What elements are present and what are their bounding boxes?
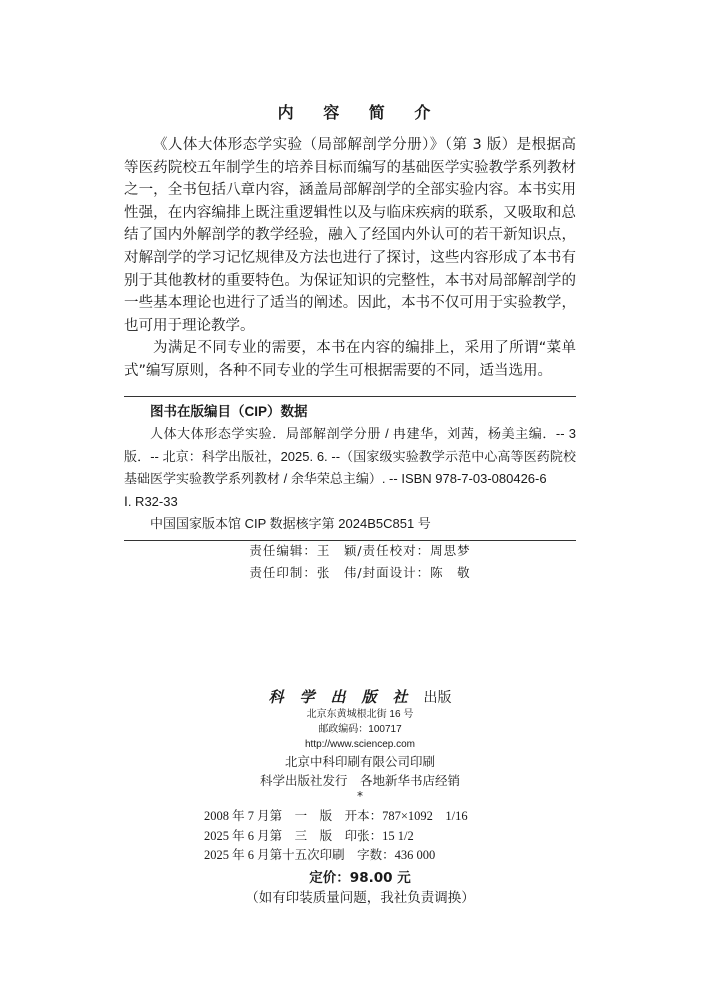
cip-record-body: 人体大体形态学实验．局部解剖学分册 / 冉建华，刘茜，杨美主编．-- 3 版．-- 北京：科学出版社，2025. 6. --（国家级实验教学示范中心高等医药院校基础医学实验教学系列教材 / 余华荣总主编）. -- ISBN 978-7-03-080426-6 — [124, 426, 576, 486]
publisher-block — [0, 686, 720, 752]
quality-note: （如有印装质量问题，我社负责调换） — [245, 890, 475, 906]
edition-info — [204, 807, 468, 866]
publisher-postcode: 邮政编码：100717 — [318, 724, 402, 735]
separator-star: * — [357, 789, 363, 803]
publisher-address: 北京东黄城根北街 16 号 — [306, 709, 414, 720]
publisher-name: 科学出版社 — [268, 688, 424, 706]
edition-row: 2008 年 7 月第 一 版 开本：787×1092 1/16 — [204, 809, 468, 823]
staff-line-production: 责任印制：张 伟/封面设计：陈 敬 — [249, 565, 471, 580]
price: 定价：98.00 元 — [309, 870, 411, 886]
cip-record-number: 中国国家版本馆 CIP 数据核字第 2024B5C851 号 — [150, 516, 431, 531]
staff-line-editors: 责任编辑：王 颖/责任校对：周思梦 — [249, 543, 471, 558]
edition-row: 2025 年 6 月第 三 版 印张：15 1/2 — [204, 828, 414, 843]
distribution-line: 科学出版社发行 各地新华书店经销 — [259, 773, 460, 788]
page-title: 内 容 简 介 — [277, 103, 443, 122]
edition-row: 2025 年 6 月第十五次印刷 字数：436 000 — [204, 848, 436, 862]
printer-line: 北京中科印刷有限公司印刷 — [284, 754, 435, 769]
cip-heading: 图书在版编目（CIP）数据 — [150, 404, 308, 419]
cip-data-block — [124, 396, 576, 541]
summary-paragraph-2: 为满足不同专业的需要，本书在内容的编排上，采用了所谓“菜单式”编写原则，各种不同专业的学生可根据需要的不同，适当选用。 — [124, 340, 576, 379]
publisher-url: http://www.sciencep.com — [304, 739, 416, 750]
staff-credits — [0, 540, 720, 584]
publisher-suffix: 出版 — [423, 690, 452, 706]
cip-classification: Ⅰ. R32-33 — [124, 493, 178, 509]
content-summary — [124, 134, 576, 383]
printing-info — [0, 752, 720, 790]
summary-paragraph-1: 《人体大体形态学实验（局部解剖学分册）》（第 3 版）是根据高等医药院校五年制学生的培养目标而编写的基础医学实验教学系列教材之一，全书包括八章内容，涵盖局部解剖学的全部实验内容。本书实用性强，在内容编排上既注重逻辑性以及与临床疾病的联系，又吸取和总结了国内外解剖学的教学经验，融入了经国内外认可的若干新知识点，对解剖学的学习记忆规律及方法也进行了探讨，这些内容形成了本书有别于其他教材的重要特色。为保证知识的完整性，本书对局部解剖学的一些基本理论也进行了适当的阐述。因此，本书不仅可用于实验教学，也可用于理论教学。 — [124, 137, 576, 334]
